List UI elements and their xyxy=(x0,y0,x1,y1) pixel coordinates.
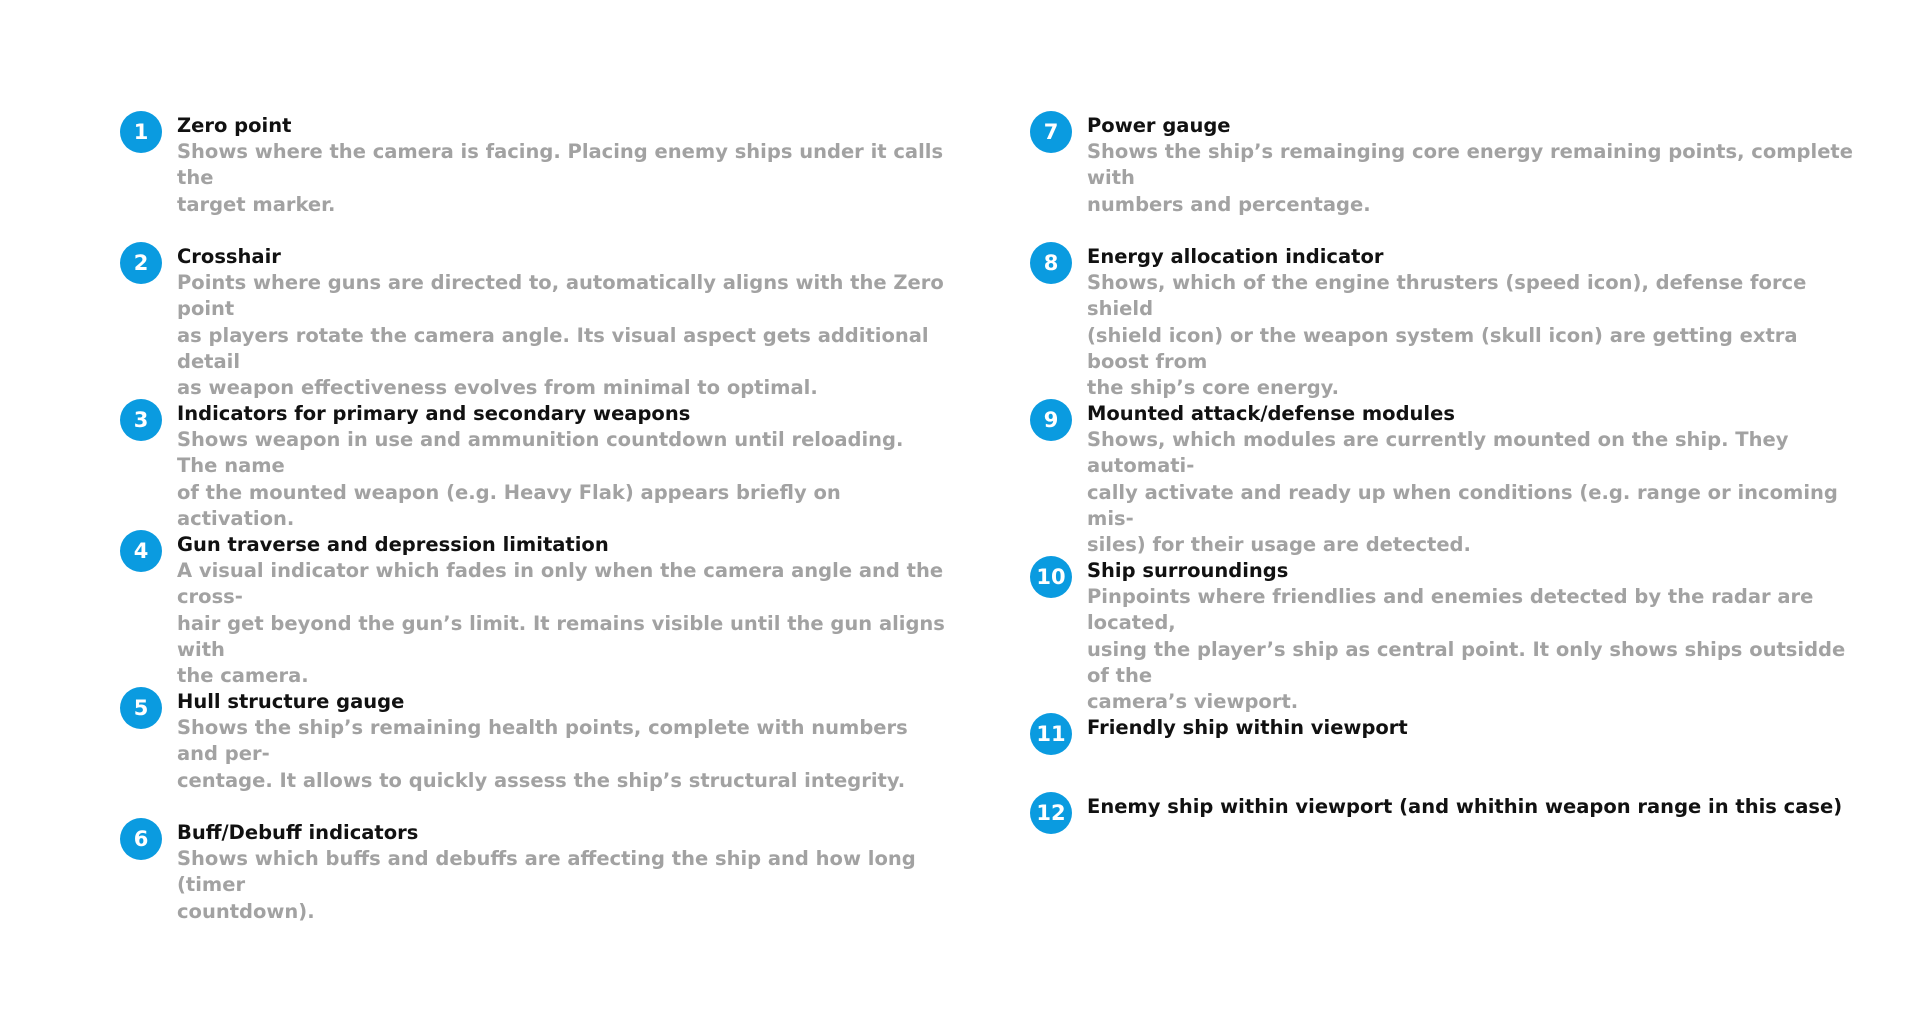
item-text xyxy=(177,689,947,794)
item-description: Points where guns are directed to, automatically aligns with the Zero point as players rotate the camera angle. Its visual aspect gets additional detail as weapon effectiveness evolves from minimal to optimal. xyxy=(177,271,944,400)
number-badge: 9 xyxy=(1030,399,1072,441)
number-badge: 1 xyxy=(120,111,162,153)
item-title: Mounted attack/defense modules xyxy=(1087,402,1455,425)
number-badge: 7 xyxy=(1030,111,1072,153)
item-title: Ship surroundings xyxy=(1087,559,1289,582)
item-description: Shows which buffs and debuffs are affecting the ship and how long (timer countdown). xyxy=(177,847,916,923)
item-text xyxy=(1087,558,1857,715)
item-text xyxy=(177,244,947,401)
item-title: Buff/Debuff indicators xyxy=(177,821,419,844)
number-badge: 6 xyxy=(120,818,162,860)
number-badge: 8 xyxy=(1030,242,1072,284)
item-title: Gun traverse and depression limitation xyxy=(177,533,609,556)
number-badge: 12 xyxy=(1030,792,1072,834)
item-title: Energy allocation indicator xyxy=(1087,245,1384,268)
item-title: Crosshair xyxy=(177,245,281,268)
item-text xyxy=(177,532,947,689)
number-badge: 3 xyxy=(120,399,162,441)
item-description: Pinpoints where friendlies and enemies detected by the radar are located, using the player’s ship as central point. It only shows ships outsidde of the camera’s viewport. xyxy=(1087,585,1846,714)
item-text xyxy=(177,113,947,218)
item-description: Shows the ship’s remainging core energy remaining points, complete with numbers and percentage. xyxy=(1087,140,1853,216)
item-text xyxy=(1087,244,1857,401)
number-badge: 5 xyxy=(120,687,162,729)
item-title: Friendly ship within viewport xyxy=(1087,716,1408,739)
item-description: Shows, which of the engine thrusters (speed icon), defense force shield (shield icon) or the weapon system (skull icon) are getting extra boost from the ship’s core energy. xyxy=(1087,271,1807,400)
item-text xyxy=(1087,794,1857,820)
item-text xyxy=(177,820,947,925)
item-description: Shows, which modules are currently mounted on the ship. They automati- cally activate and ready up when conditions (e.g. range or incoming mis- siles) for their usage are detected. xyxy=(1087,428,1838,557)
item-description: A visual indicator which fades in only when the camera angle and the cross- hair get beyond the gun’s limit. It remains visible until the gun aligns with the camera. xyxy=(177,559,945,688)
number-badge: 2 xyxy=(120,242,162,284)
item-description: Shows the ship’s remaining health points, complete with numbers and per- centage. It allows to quickly assess the ship’s structural integrity. xyxy=(177,716,908,792)
item-description: Shows weapon in use and ammunition countdown until reloading. The name of the mounted weapon (e.g. Heavy Flak) appears briefly on activation. xyxy=(177,428,904,530)
item-title: Zero point xyxy=(177,114,292,137)
item-text xyxy=(1087,401,1857,558)
item-title: Power gauge xyxy=(1087,114,1231,137)
item-title: Indicators for primary and secondary weapons xyxy=(177,402,691,425)
item-text xyxy=(1087,715,1857,741)
item-text xyxy=(1087,113,1857,218)
number-badge: 11 xyxy=(1030,713,1072,755)
number-badge: 10 xyxy=(1030,556,1072,598)
item-title: Hull structure gauge xyxy=(177,690,405,713)
number-badge: 4 xyxy=(120,530,162,572)
item-text xyxy=(177,401,947,532)
item-title: Enemy ship within viewport (and whithin weapon range in this case) xyxy=(1087,795,1843,818)
item-description: Shows where the camera is facing. Placing enemy ships under it calls the target marker. xyxy=(177,140,944,216)
